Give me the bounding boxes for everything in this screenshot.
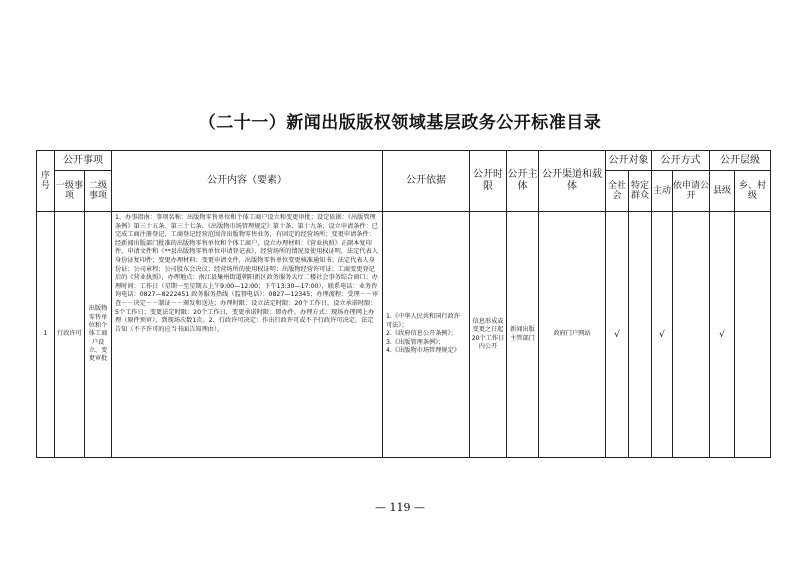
cell-content: 1、办事指南：事项名称：出版物零售单位和个体工商户设立和变更审批；设定依据：《出版管理条例》第三十五条、第三十七条、《出版物市场管理规定》第十条、第十九条；设立申请条件：已完成工商注册登记，工商登记经营范围含出版物零售业务，有固定的经营场所；变更申请条件：经新闻出版部门批准的出版物零售单位和个体工商户，设立办理材料：《营业执照》正副本复印件，申请文件和《**县出版物零售单位申请登记表》，经营场所的情况及使用权证明，法定代表人身份证复印件；变更办理材料：变更申请文件，出版物零售单位变更核准通知书；法定代表人身份证；公司章程；公司股东会决议；经营场所的使用权证明；出版物经营许可证；工商变更登记后的《营业执照》，办理地点：南江县集州街道朝阳新区政务服务大厅二楼社会事务综合窗口；办理时间：工作日（星期一至星期五上午9:00—12:00；下午13:30—17:00），联系电话：业务咨询电话：0827—8222451 政务服务热线（监督电话）：0827—12345；办理流程：受理－－审查－－决定－－制证－－颁发和送达；办理时限：设立法定时限：20个工作日，设立承诺时限：5个工作日；变更法定时限：20个工作日，变更承诺时限：即办件。办理方式：现场办理网上办理（原件预审），到现场次数1次。2、行政许可决定：作出行政许可或不予行政许可决定，法定告知（不予许可的应当书面告知理由）。	[112, 212, 383, 458]
cell-level1: 行政许可	[55, 212, 85, 458]
header-seq: 序号	[37, 151, 55, 212]
header-layer-township: 乡、村级	[735, 171, 771, 212]
cell-level2: 出版物零售单位和个体工商户设立、变更审批	[85, 212, 112, 458]
cell-basis	[383, 212, 470, 458]
cell-layer-township	[735, 212, 771, 458]
header-content: 公开内容（要素）	[112, 151, 383, 212]
header-object-all: 全社会	[606, 171, 629, 212]
header-matter: 公开事项	[55, 151, 112, 171]
header-basis: 公开依据	[383, 151, 470, 212]
page-number: — 119 —	[375, 501, 425, 514]
header-layer: 公开层级	[710, 151, 771, 171]
header-method: 公开方式	[652, 151, 710, 171]
cell-channel: 政府门户网站	[539, 212, 606, 458]
header-method-request: 依申请公开	[673, 171, 710, 212]
basis-item: 3.《出版管理条例》；	[386, 338, 445, 346]
header-subject: 公开主体	[507, 151, 539, 212]
cell-layer-county: √	[710, 212, 735, 458]
header-object: 公开对象	[606, 151, 652, 171]
basis-item: 4.《出版物市场管理规定》	[386, 347, 460, 355]
header-layer-county: 县级	[710, 171, 735, 212]
header-channel: 公开渠道和载体	[539, 151, 606, 212]
cell-subject: 新闻出版主管部门	[507, 212, 539, 458]
cell-object-all: √	[606, 212, 629, 458]
cell-time-limit: 信息形成或变更之日起20个工作日内公开	[470, 212, 507, 458]
header-time-limit: 公开时限	[470, 151, 507, 212]
header-level2: 二级事项	[85, 171, 112, 212]
table-row	[37, 212, 771, 458]
cell-seq: 1	[37, 212, 55, 458]
basis-item: 2.《政府信息公开条例》；	[386, 330, 457, 338]
page-title: （二十一）新闻出版版权领域基层政务公开标准目录	[198, 113, 602, 133]
header-object-specific: 特定群众	[629, 171, 652, 212]
header-level1: 一级事项	[55, 171, 85, 212]
cell-method-request	[673, 212, 710, 458]
basis-item: 1.《中华人民共和国行政许可法》；	[386, 313, 460, 329]
standard-catalog-table	[36, 150, 771, 458]
header-method-active: 主动	[652, 171, 673, 212]
cell-method-active: √	[652, 212, 673, 458]
cell-object-specific	[629, 212, 652, 458]
